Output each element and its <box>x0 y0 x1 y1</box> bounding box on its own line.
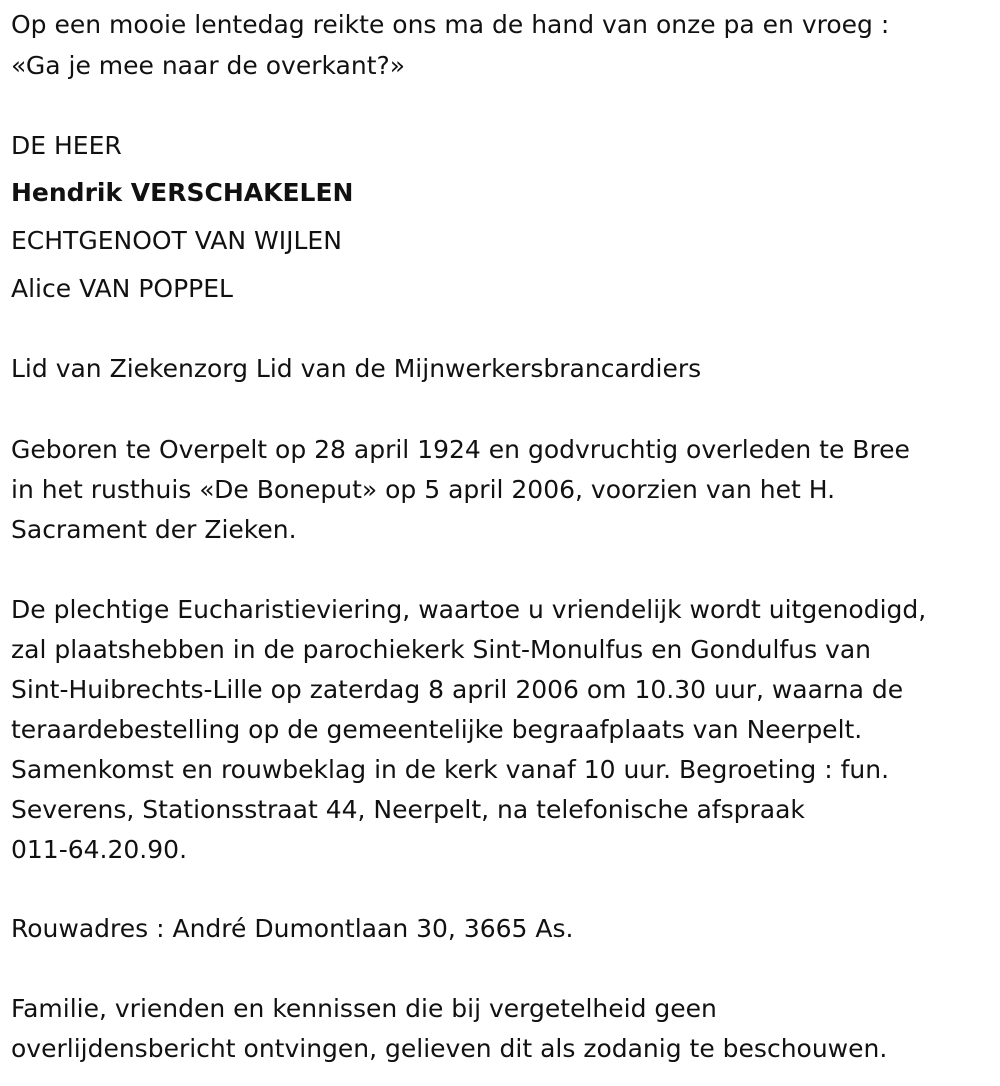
memberships: Lid van Ziekenzorg Lid van de Mijnwerkersbrancardiers <box>11 354 702 383</box>
mourning-address: Rouwadres : André Dumontlaan 30, 3665 As. <box>11 914 574 943</box>
birth-death-line-3: Sacrament der Zieken. <box>11 515 297 544</box>
ceremony-line-6: Severens, Stationsstraat 44, Neerpelt, na telefonische afspraak <box>11 795 805 824</box>
closing-line-2: overlijdensbericht ontvingen, gelieven dit als zodanig te beschouwen. <box>11 1034 888 1063</box>
closing-line-1: Familie, vrienden en kennissen die bij vergetelheid geen <box>11 994 717 1023</box>
deceased-name: Hendrik VERSCHAKELEN <box>11 178 354 207</box>
relation-line: ECHTGENOOT VAN WIJLEN <box>11 226 342 255</box>
intro-line-1: Op een mooie lentedag reikte ons ma de hand van onze pa en vroeg : <box>11 10 890 39</box>
ceremony-line-7: 011-64.20.90. <box>11 835 188 864</box>
ceremony-line-1: De plechtige Eucharistieviering, waartoe u vriendelijk wordt uitgenodigd, <box>11 595 927 624</box>
honorific: DE HEER <box>11 131 122 160</box>
ceremony-line-2: zal plaatshebben in de parochiekerk Sint-Monulfus en Gondulfus van <box>11 635 872 664</box>
ceremony-line-3: Sint-Huibrechts-Lille op zaterdag 8 april 2006 om 10.30 uur, waarna de <box>11 675 904 704</box>
intro-line-2: «Ga je mee naar de overkant?» <box>11 51 406 80</box>
birth-death-line-1: Geboren te Overpelt op 28 april 1924 en godvruchtig overleden te Bree <box>11 435 910 464</box>
birth-death-line-2: in het rusthuis «De Boneput» op 5 april 2006, voorzien van het H. <box>11 475 836 504</box>
spouse-name: Alice VAN POPPEL <box>11 274 233 303</box>
ceremony-line-4: teraardebestelling op de gemeentelijke begraafplaats van Neerpelt. <box>11 715 863 744</box>
ceremony-line-5: Samenkomst en rouwbeklag in de kerk vanaf 10 uur. Begroeting : fun. <box>11 755 890 784</box>
